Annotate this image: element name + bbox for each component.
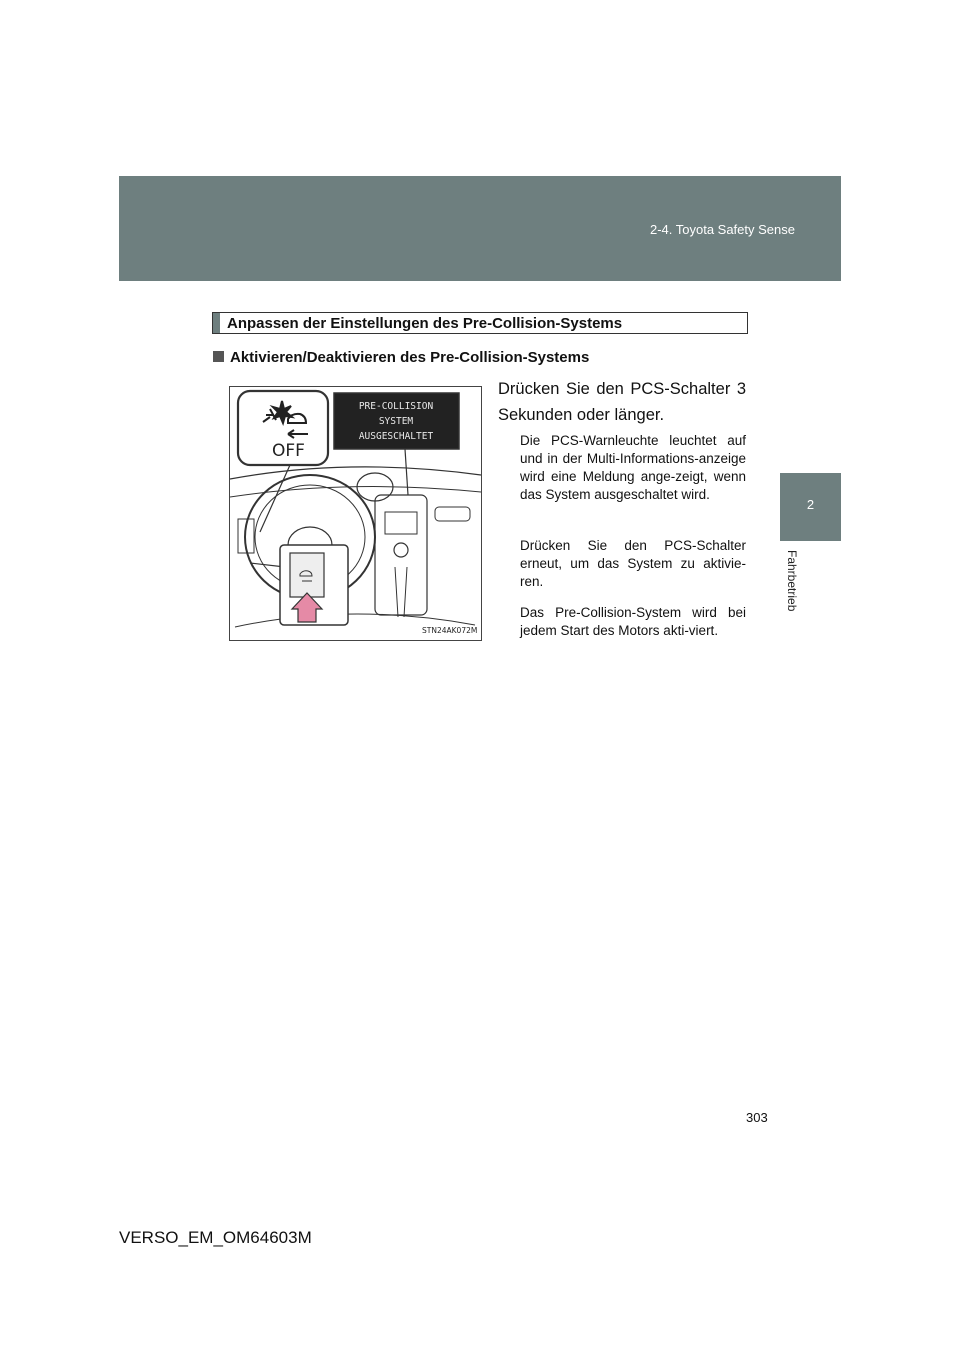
page-number: 303 (746, 1110, 768, 1125)
subheading-text: Aktivieren/Deaktivieren des Pre-Collision-Systems (230, 349, 590, 366)
chapter-tab (780, 473, 841, 541)
display-line-1: PRE-COLLISION (358, 401, 434, 412)
paragraph-warning-light: Die PCS-Warnleuchte leuchtet auf und in der Multi-Informations-anzeige wird eine Meldung ange-zeigt, wenn das System ausgeschaltet wird. (520, 433, 746, 502)
section-title: Anpassen der Einstellungen des Pre-Collision-Systems (227, 315, 623, 332)
instruction-line-1: Drücken Sie den PCS-Schalter 3 (498, 380, 746, 398)
paragraph-engine-start: Das Pre-Collision-System wird bei jedem Start des Motors akti-viert. (520, 605, 746, 638)
section-heading-box (212, 312, 748, 334)
header-band (119, 176, 841, 281)
off-label: OFF (272, 441, 305, 461)
chapter-label-text: Fahrbetrieb (785, 550, 799, 612)
chapter-number: 2 (806, 497, 815, 512)
document-code: VERSO_EM_OM64603M (119, 1228, 312, 1247)
display-line-2: SYSTEM (378, 416, 414, 427)
instruction-line-2: Sekunden oder länger. (498, 406, 665, 424)
header-section-title: 2-4. Toyota Safety Sense (649, 222, 795, 237)
figure-code: STN24AK072M (422, 626, 478, 635)
chapter-label (785, 550, 805, 630)
dashboard-illustration (229, 386, 482, 641)
subheading (213, 349, 589, 366)
square-bullet-icon (213, 351, 224, 362)
dashboard-svg (230, 387, 481, 640)
display-line-3: AUSGESCHALTET (358, 431, 434, 442)
pcs-switch (290, 553, 324, 597)
center-console (375, 495, 427, 615)
instruction (498, 376, 746, 428)
paragraph-reactivate: Drücken Sie den PCS-Schalter erneut, um das System zu aktivie-ren. (520, 538, 746, 589)
section-heading-bar (213, 313, 220, 333)
